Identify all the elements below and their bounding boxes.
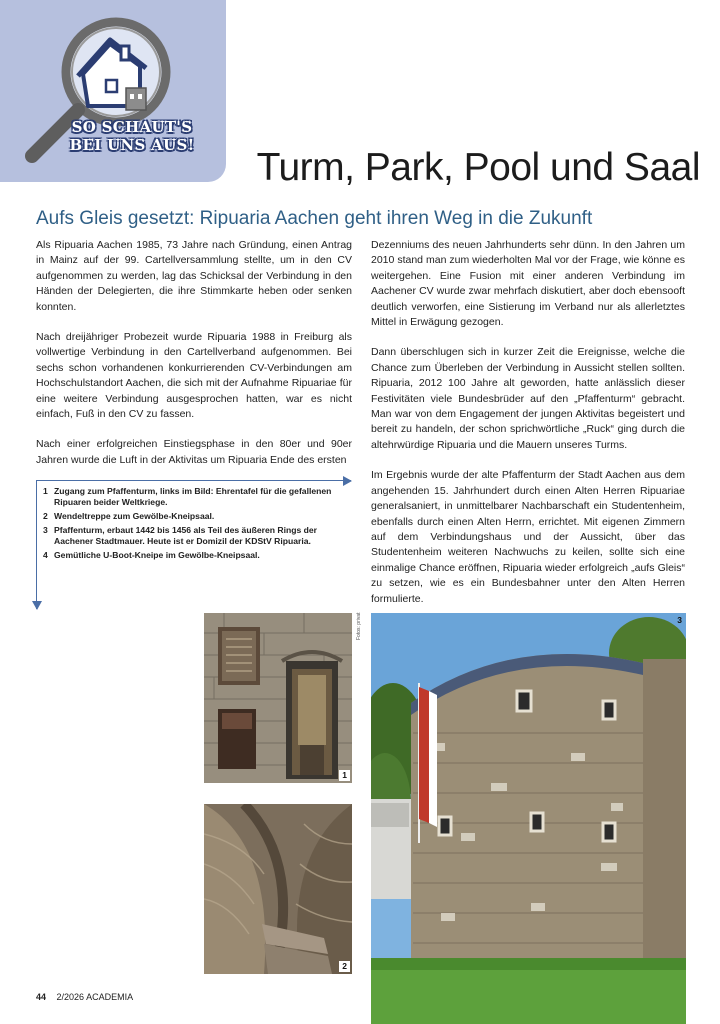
photo-pfaffenturm [371,613,686,1024]
photo-number: 1 [339,770,350,781]
body-column-right [371,238,685,622]
caption-item: 4 Gemütliche U-Boot-Kneipe im Gewölbe-Kneipsaal. [43,550,260,560]
badge-line-1: SO SCHAUT'S [71,118,193,136]
badge-line-2: BEI UNS AUS! [69,136,195,154]
photo-spiral-staircase [204,804,352,974]
photo-tower-entrance [204,613,352,783]
photo-number: 2 [339,961,350,972]
page-title: Turm, Park, Pool und Saal [256,146,700,189]
caption-item: 2 Wendeltreppe zum Gewölbe-Kneipsaal. [43,511,215,521]
page-subtitle: Aufs Gleis gesetzt: Ripuaria Aachen geht ihren Weg in die Zukunft [36,208,593,229]
caption-list [37,481,351,561]
badge-label [52,118,212,154]
paragraph: Im Ergebnis wurde der alte Pfaffenturm der Stadt Aachen aus dem angehenden 15. Jahrhundert durch einen Alten Herren Ripuariae generalsaniert, in unmittelbarer Nachbarschaft ein Studentenheim, ebenfalls durch einen Alten Herrn, errichtet. Mit eigenen Zimmern auf dem Verbindungshaus und der Aussicht, über das Studentenheim weiteren Nachwuchs zu keilen, sollte sich eine einmalige Chance eröffnen, Ripuaria wieder erfolgreich „aufs Gleis“ zu setzen, wie es ein Bundesbahner unter den Alten Herren formulierte. [371,469,685,605]
caption-item: 3 Pfaffenturm, erbaut 1442 bis 1456 als Teil des äußeren Rings der Aachener Stadtmauer. Heute ist er Domizil der KDStV Ripuaria. [43,525,317,546]
paragraph: Nach einer erfolgreichen Einstiegsphase in den 80er und 90er Jahren wurde die Luft in der Aktivitas um Ripuaria Ende des ersten [36,438,352,466]
body-column-left [36,238,352,483]
arrow-down-icon [32,601,42,610]
paragraph: Nach dreijähriger Probezeit wurde Ripuaria 1988 in Freiburg als vollwertige Verbindung in den Cartellverband aufgenommen. Bei sechs schon vorhandenen konkurrierenden CV-Verbindungen am Hochschulstandort Aachen, die sich mit der Aufnahme Ripuariae für eine weitere Verbindung ausgesprochen hatten, war es nicht einfach, Fuß in den CV zu fassen. [36,331,352,421]
page-number: 44 [36,992,47,1002]
caption-box [36,480,351,609]
paragraph: Dezenniums des neuen Jahrhunderts sehr dünn. In den Jahren um 2010 stand man zum wiederholten Mal vor der Frage, wie könne es weitergehen. Eine Fusion mit einer anderen Verbindung im Aachener CV wurde zwar mehrfach diskutiert, aber doch ebensooft deutlich verworfen, eine Sistierung im Verband nur als allerletztes Mittel in Erwägung gezogen. [371,239,685,329]
issue-label: 2/2026 ACADEMIA [56,992,134,1002]
paragraph: Dann überschlugen sich in kurzer Zeit die Ereignisse, welche die Chance zum Überleben der Verbindung in Aussicht stellen sollten. Ripuaria, 2012 100 Jahre alt geworden, hatte anlässlich dieser Festivitäten viele Bundesbrüder auf den „Pfaffenturm“ gebracht. Man war von dem Engagement der jungen Aktivitas begeistert und bereit zu handeln, der schon sprichwörtliche „Ruck“ ging durch die altehrwürdige Ripuaria und die Mauern unseres Turms. [371,346,685,451]
arrow-right-icon [343,476,352,486]
photo-number: 3 [677,615,682,625]
photo-credit: Fotos: privat [356,612,362,640]
caption-item: 1 Zugang zum Pfaffenturm, links im Bild: Ehrentafel für die gefallenen Ripuaren beider Weltkriege. [43,486,332,507]
page-footer [36,992,133,1002]
paragraph: Als Ripuaria Aachen 1985, 73 Jahre nach Gründung, einen Antrag in Mainz auf der 99. Cartellversammlung stellte, um in den CV aufgenommen zu werden, lag das Schicksal der Verbindung in den Händen der Delegierten, die ihre Stimmkarte heben oder senken konnten. [36,239,352,313]
